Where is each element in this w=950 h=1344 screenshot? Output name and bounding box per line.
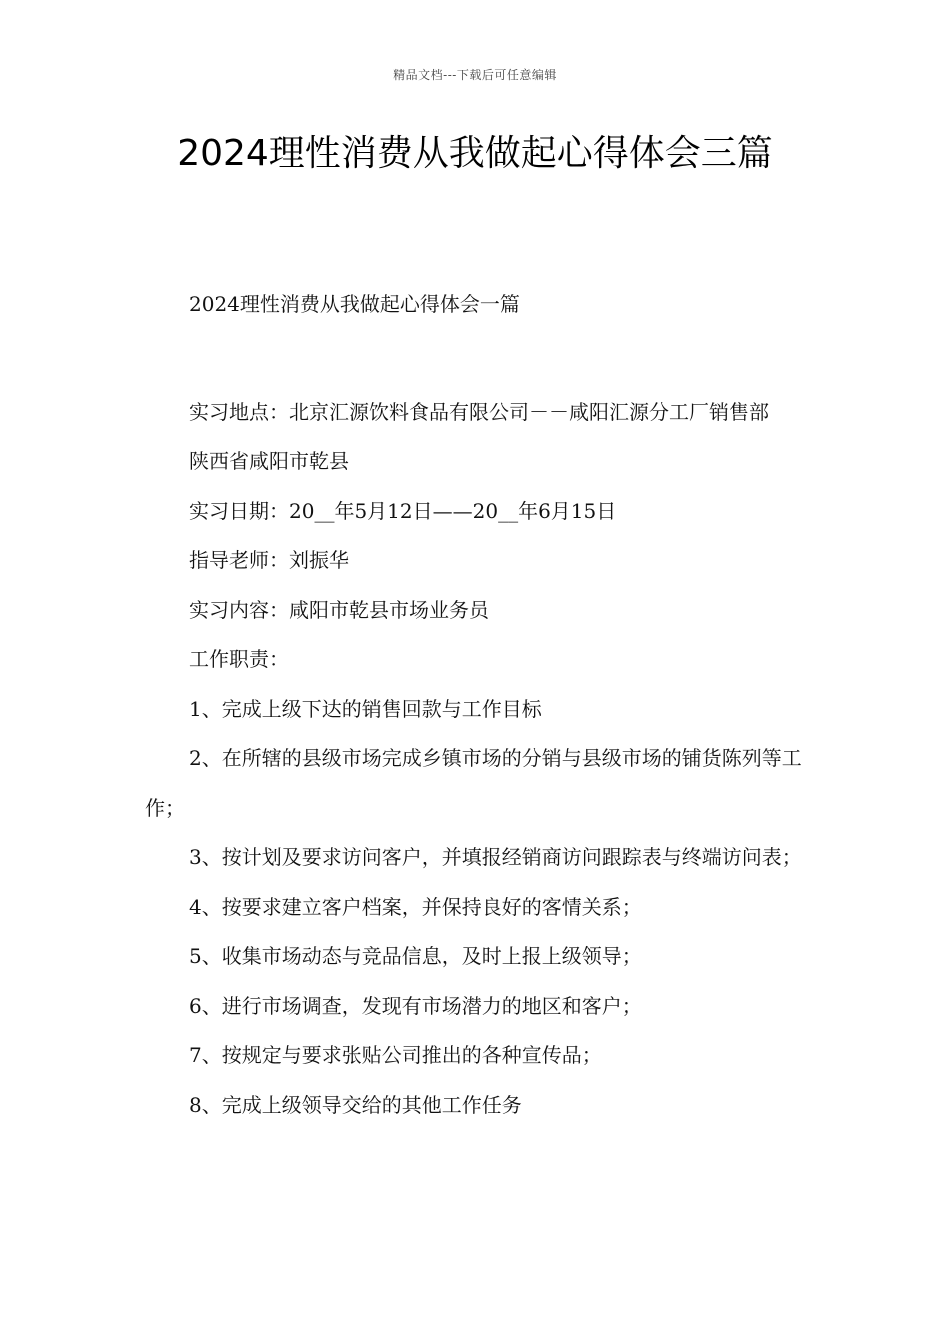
duty-item: 6、进行市场调查，发现有市场潜力的地区和客户； — [189, 993, 642, 1018]
duty-item: 5、收集市场动态与竞品信息，及时上报上级领导； — [189, 944, 642, 968]
paragraph-internship-dates: 实习日期：20__年5月12日——20__年6月15日 — [189, 498, 617, 523]
paragraph-internship-content: 实习内容：咸阳市乾县市场业务员 — [189, 597, 489, 622]
duty-item: 3、按计划及要求访问客户，并填报经销商访问跟踪表与终端访问表； — [189, 845, 802, 869]
paragraph-advisor: 指导老师：刘振华 — [189, 548, 349, 572]
paragraph-address: 陕西省咸阳市乾县 — [189, 449, 349, 473]
header-note: 精品文档---下载后可任意编辑 — [393, 68, 557, 82]
paragraph-duties-heading: 工作职责： — [189, 647, 289, 671]
duty-item: 1、完成上级下达的销售回款与工作目标 — [189, 696, 542, 721]
duty-item: 7、按规定与要求张贴公司推出的各种宣传品； — [189, 1043, 602, 1067]
duty-item: 2、在所辖的县级市场完成乡镇市场的分销与县级市场的铺货陈列等工作； — [145, 746, 802, 820]
duty-item: 4、按要求建立客户档案，并保持良好的客情关系； — [189, 894, 642, 919]
document-title: 2024理性消费从我做起心得体会三篇 — [177, 133, 773, 174]
duty-item: 8、完成上级领导交给的其他工作任务 — [189, 1092, 522, 1117]
document-body — [145, 280, 810, 1130]
paragraph-internship-location: 实习地点：北京汇源饮料食品有限公司－－咸阳汇源分工厂销售部 — [189, 399, 769, 424]
section-subtitle: 2024理性消费从我做起心得体会一篇 — [189, 292, 520, 316]
